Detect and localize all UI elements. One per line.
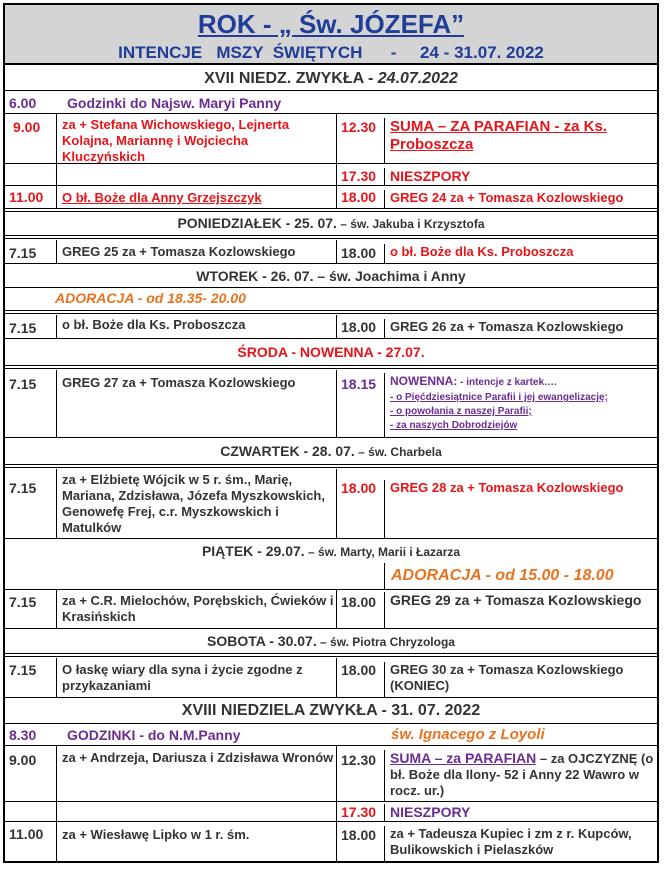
page-title: ROK - „ Św. JÓZEFA”: [197, 9, 465, 39]
friday-adoracja-row: [5, 563, 657, 589]
saint-name: – św. Piotra Chryzologa: [316, 635, 455, 649]
time: 7.15: [9, 480, 37, 496]
suma-text: SUMA – ZA PARAFIAN - za Ks. Proboszcza: [384, 118, 656, 163]
page-subtitle: INTENCJE MSZY ŚWIĘTYCH - 24 - 31.07. 2022: [118, 43, 544, 62]
sunday1-row: [5, 164, 657, 186]
monday-row: [5, 240, 657, 264]
time: 7.15: [9, 320, 37, 336]
saint-name: – św. Marty, Marii i Łazarza: [304, 545, 461, 559]
sunday2-row: [5, 822, 657, 861]
nowenna-item: - za naszych Dobrodziejów: [390, 420, 518, 431]
time: 6.00: [9, 95, 37, 111]
godzinki-text: GODZINKI - do N.M.Panny: [67, 727, 241, 743]
intention-text: za + C.R. Mielochów, Porębskich, Ćwieków i Krasińskich: [62, 593, 334, 624]
day-title: PONIEDZIAŁEK - 25. 07.: [177, 215, 337, 231]
separator: [5, 310, 657, 314]
saturday-title: [5, 629, 657, 653]
intention-text: za + Elżbietę Wójcik w 5 r. śm., Marię, Mariana, Zdzisława, Józefa Myszkowskich, Genowefę Frej, c.r. Myszkowskich i Matulków: [62, 472, 325, 535]
col-divider: [56, 164, 336, 185]
sunday2-title: XVIII NIEDZIELA ZWYKŁA - 31. 07. 2022: [5, 698, 657, 724]
time: 11.00: [9, 826, 44, 842]
intention-text: za + Wiesławę Lipko w 1 r. śm.: [62, 827, 250, 842]
time: 18.00: [341, 245, 377, 261]
separator: [5, 365, 657, 369]
sunday1-title-name: XVII NIEDZ. ZWYKŁA -: [204, 70, 378, 87]
friday-row: [5, 589, 657, 629]
nowenna-heading: [390, 373, 657, 391]
page-header: [5, 5, 657, 65]
time: 18.00: [341, 594, 377, 610]
nowenna-title: NOWENNA:: [390, 374, 458, 388]
separator: [5, 208, 657, 212]
col-divider: [56, 802, 336, 821]
time: 18.00: [341, 319, 377, 335]
saint-name: – św. Jakuba i Krzysztofa: [336, 217, 485, 231]
sunday1-title-date: 24.07.2022: [377, 70, 458, 87]
intention-text: GREG 27 za + Tomasza Kozlowskiego: [62, 375, 296, 390]
intention-text: o bł. Boże dla Ks. Proboszcza: [62, 317, 246, 332]
intention-text: GREG 26 za + Tomasza Kozlowskiego: [384, 319, 623, 338]
sunday1-row: [5, 186, 657, 208]
friday-title: [5, 539, 657, 563]
time: 18.00: [341, 189, 377, 205]
time: 11.00: [9, 189, 44, 205]
time: 8.30: [9, 727, 37, 743]
time: 9.00: [13, 119, 41, 135]
time: 18.00: [341, 662, 377, 678]
nieszpory-text: NIESZPORY: [384, 168, 470, 185]
tuesday-adoracja-row: [5, 288, 657, 310]
intention-text: za + Tadeusza Kupiec i zm z r. Kupców, Bulikowskich i Pielaszków: [384, 826, 657, 861]
intention-text: GREG 30 za + Tomasza Kozlowskiego (KONIEC): [384, 662, 657, 697]
day-title: SOBOTA - 30.07.: [207, 633, 317, 649]
intention-text: GREG 25 za + Tomasza Kozlowskiego: [62, 244, 296, 259]
sunday2-row: [5, 802, 657, 822]
saint-name: – św. Charbela: [354, 445, 442, 459]
intention-text: za + Stefana Wichowskiego, Lejnerta Kolajna, Mariannę i Wojciecha Kluczyńskich: [62, 117, 290, 164]
time: 18.00: [341, 827, 377, 843]
intention-text: GREG 24 za + Tomasza Kozlowskiego: [384, 190, 623, 208]
time: 7.15: [9, 376, 37, 392]
saint-name: św. Ignacego z Loyoli: [391, 726, 545, 743]
nieszpory-text: NIESZPORY: [384, 804, 470, 821]
suma-block: [384, 750, 657, 801]
time: 12.30: [341, 752, 377, 768]
saturday-row: [5, 658, 657, 698]
separator: [5, 235, 657, 239]
adoracja-text: ADORACJA - od 18.35- 20.00: [55, 290, 246, 306]
wednesday-row: [5, 370, 657, 438]
day-title: PIĄTEK - 29.07.: [201, 543, 305, 559]
sunday1-godzinki-row: [5, 91, 657, 114]
time: 9.00: [9, 752, 37, 768]
wednesday-title: ŚRODA - NOWENNA - 27.07.: [237, 344, 425, 360]
sunday1-title: [5, 67, 657, 91]
godzinki-text: Godzinki do Najsw. Maryi Panny: [67, 95, 282, 111]
nowenna-block: [384, 373, 657, 437]
sunday2-godzinki-row: [5, 724, 657, 746]
time: 18.15: [341, 376, 377, 392]
time: 7.15: [9, 245, 37, 261]
time: 18.00: [341, 480, 377, 496]
separator: [5, 653, 657, 657]
adoracja-text: ADORACJA - od 15.00 - 18.00: [391, 567, 614, 584]
time: 17.30: [341, 804, 377, 820]
intention-text: GREG 29 za + Tomasza Kozlowskiego: [384, 592, 657, 628]
time: 12.30: [341, 119, 377, 135]
intention-text: o bł. Boże dla Ks. Proboszcza: [384, 244, 573, 263]
intention-text: – za OJCZYZNĘ (o bł. Boże dla Ilony- 52 i Anny 22 Wawro w rocz. ur.): [390, 751, 654, 798]
separator: [5, 464, 657, 468]
tuesday-title: WTOREK - 26. 07. – św. Joachima i Anny: [5, 264, 657, 288]
intention-text: O łaskę wiary dla syna i życie zgodne z przykazaniami: [62, 662, 303, 693]
sunday2-row: [5, 746, 657, 802]
nowenna-sub: - intencje z kartek….: [457, 377, 557, 388]
suma-text: SUMA – za PARAFIAN: [390, 750, 537, 766]
time: 17.30: [341, 168, 377, 184]
intention-text: za + Andrzeja, Dariusza i Zdzisława Wronów: [62, 750, 334, 765]
intention-text: GREG 28 za + Tomasza Kozlowskiego: [384, 480, 623, 538]
time: 7.15: [9, 594, 37, 610]
nowenna-item: - o Pięćdziesiątnice Parafii i jej ewangelizację;: [390, 392, 608, 403]
time: 7.15: [9, 662, 37, 678]
thursday-title: [5, 438, 657, 464]
sunday1-row: [5, 114, 657, 164]
nowenna-item: - o powołania z naszej Parafii;: [390, 406, 532, 417]
day-title: CZWARTEK - 28. 07.: [220, 443, 355, 459]
intention-text: O bł. Boże dla Anny Grzejszczyk: [62, 190, 262, 205]
tuesday-row: [5, 315, 657, 339]
monday-title: [5, 213, 657, 235]
thursday-row: [5, 469, 657, 539]
